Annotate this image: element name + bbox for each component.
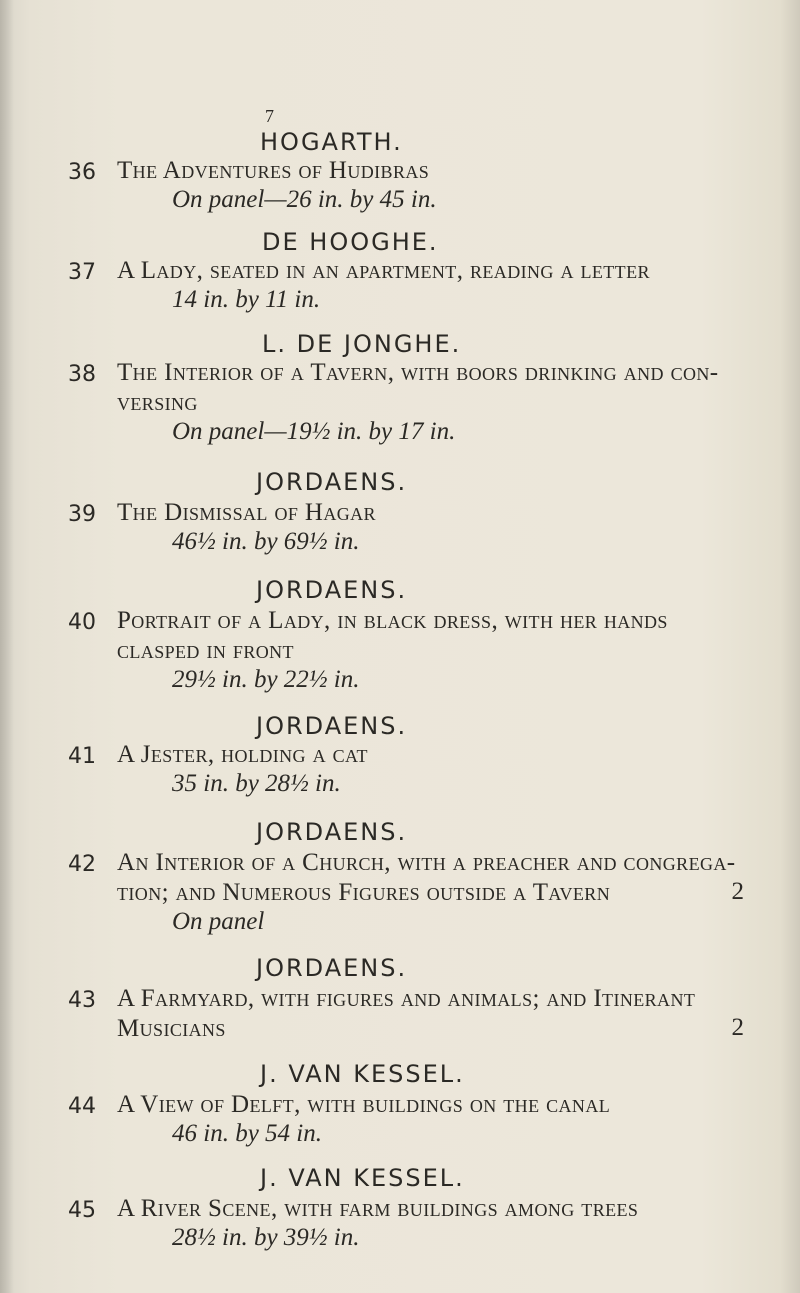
lot-title: A River Scene, with farm buildings among trees (117, 1195, 639, 1222)
lot-number: 42 (68, 852, 96, 877)
lot-title: The Adventures of Hudibras (117, 157, 430, 184)
artist-name: JORDAENS. (256, 576, 408, 604)
lot-title: The Dismissal of Hagar (117, 499, 376, 526)
lot-number: 45 (68, 1198, 96, 1223)
artist-name: JORDAENS. (256, 954, 408, 982)
lot-number: 37 (68, 260, 96, 285)
lot-number: 44 (68, 1094, 96, 1119)
lot-number: 40 (68, 610, 96, 635)
artist-name: L. DE JONGHE. (262, 330, 462, 358)
lot-number: 43 (68, 988, 96, 1013)
lot-number: 41 (68, 744, 96, 769)
lot-dimensions: 28½ in. by 39½ in. (172, 1224, 360, 1251)
artist-name: JORDAENS. (256, 712, 408, 740)
lot-title: An Interior of a Church, with a preacher and congrega- tion; and Numerous Figures outside a Tavern (117, 849, 736, 906)
lot-number: 39 (68, 502, 96, 527)
lot-number: 36 (68, 160, 96, 185)
artist-name: DE HOOGHE. (262, 228, 439, 256)
artist-name: JORDAENS. (256, 818, 408, 846)
lot-dimensions: 29½ in. by 22½ in. (172, 666, 360, 693)
lot-title: A Jester, holding a cat (117, 741, 368, 768)
lot-title: Portrait of a Lady, in black dress, with her hands clasped in front (117, 607, 668, 664)
lot-title: The Interior of a Tavern, with boors drinking and con- versing (117, 359, 719, 416)
lot-dimensions: 35 in. by 28½ in. (172, 770, 341, 797)
lot-title: A View of Delft, with buildings on the canal (117, 1091, 611, 1118)
artist-name: J. VAN KESSEL. (260, 1164, 465, 1192)
lot-title: A Lady, seated in an apartment, reading a letter (117, 257, 650, 284)
lot-dimensions: On panel—19½ in. by 17 in. (172, 418, 456, 445)
lot-quantity: 2 (731, 1014, 744, 1041)
lot-dimensions: On panel (172, 908, 265, 935)
lot-dimensions: 14 in. by 11 in. (172, 286, 321, 313)
lot-quantity: 2 (731, 878, 744, 905)
page-edge-shadow (0, 0, 14, 1293)
artist-name: HOGARTH. (260, 128, 403, 156)
artist-name: J. VAN KESSEL. (260, 1060, 465, 1088)
lot-number: 38 (68, 362, 96, 387)
artist-name: JORDAENS. (256, 468, 408, 496)
page-number: 7 (265, 106, 275, 126)
lot-dimensions: 46 in. by 54 in. (172, 1120, 322, 1147)
lot-dimensions: 46½ in. by 69½ in. (172, 528, 360, 555)
lot-dimensions: On panel—26 in. by 45 in. (172, 186, 437, 213)
lot-title: A Farmyard, with figures and animals; and Itinerant Musicians (117, 985, 696, 1042)
